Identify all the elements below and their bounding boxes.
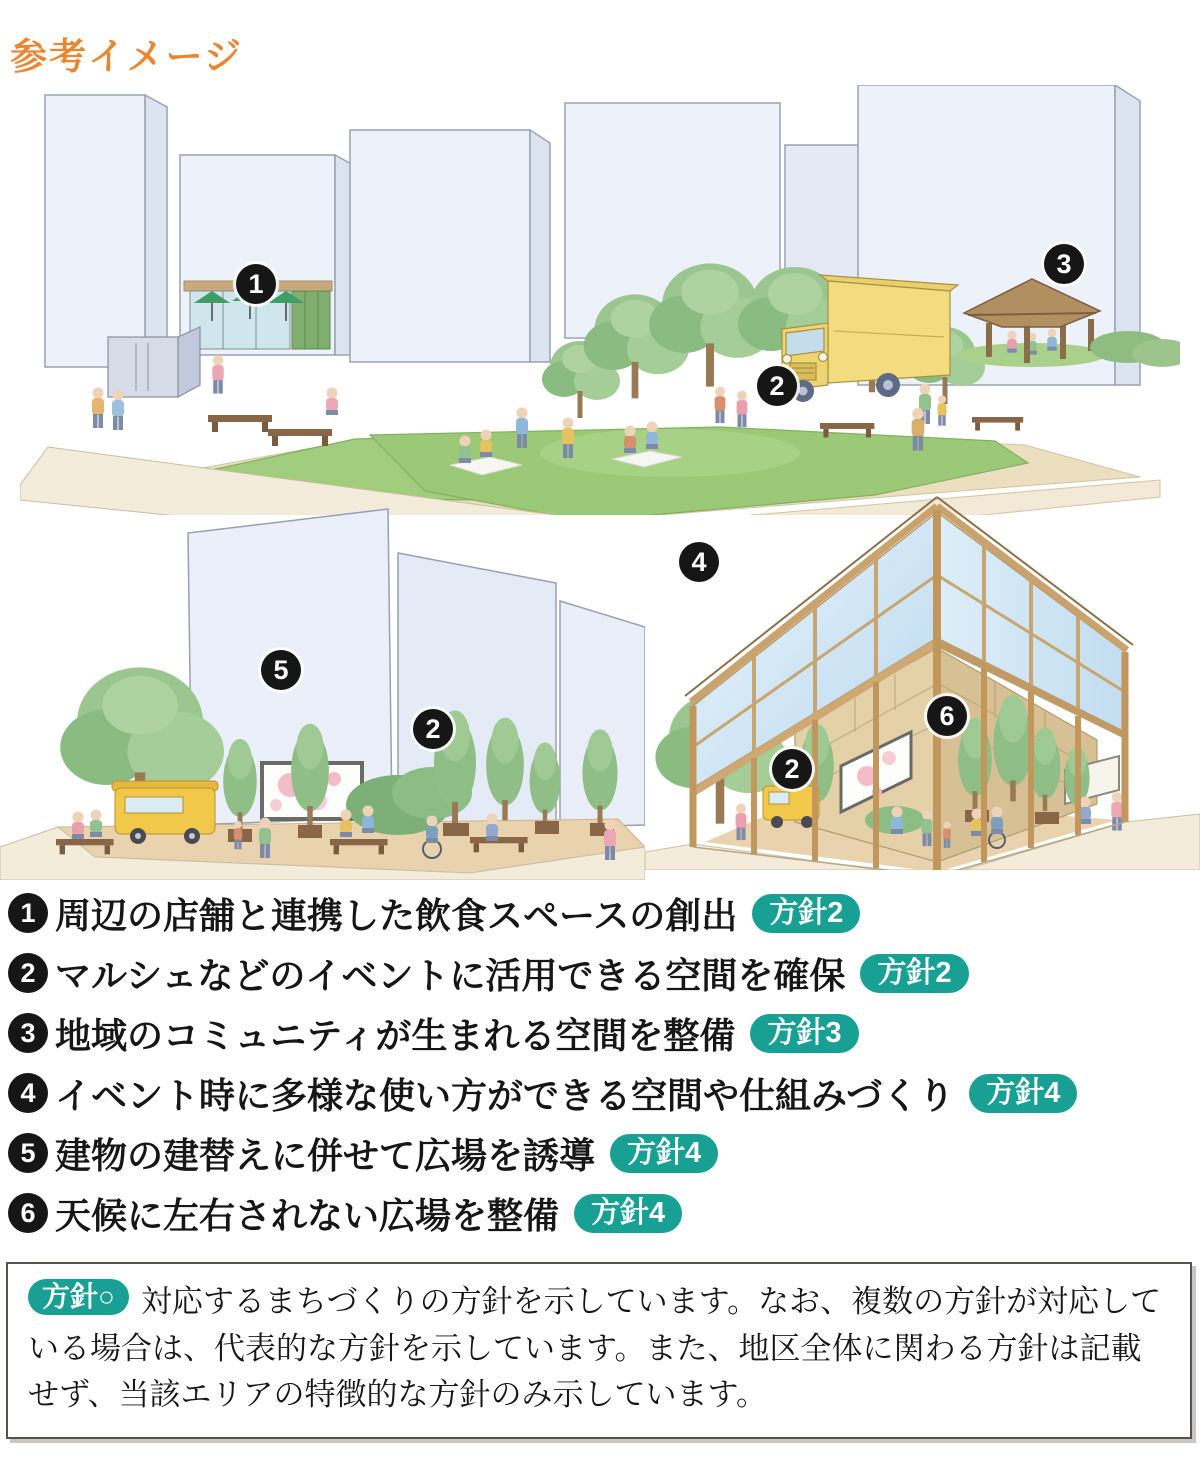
policy-note-text: 対応するまちづくりの方針を示しています。なお、複数の方針が対応している場合は、代表的な方針を示しています。また、地区全体に関わる方針は記載せず、当該エリアの特徴的な方針のみ示しています。 (28, 1284, 1162, 1412)
marker-3: 3 (1044, 244, 1084, 284)
legend-list (8, 890, 1077, 1236)
marker-2-left: 2 (413, 709, 453, 749)
marker-4: 4 (679, 542, 719, 582)
legend-item-4 (8, 1070, 1077, 1116)
bench (268, 429, 332, 446)
legend-text-2: マルシェなどのイベントに活用できる空間を確保 (55, 954, 846, 996)
legend-text-4: イベント時に多様な使い方ができる空間や仕組みづくり (55, 1074, 955, 1116)
legend-item-6 (8, 1190, 1077, 1236)
legend-number-5: 5 (8, 1133, 48, 1173)
bench (972, 417, 1023, 431)
legend-item-1 (8, 890, 1077, 936)
policy-badge-generic: 方針○ (28, 1279, 129, 1315)
illustration-corner-plaza (0, 495, 645, 880)
policy-note-box (6, 1262, 1192, 1439)
marker-5: 5 (261, 650, 301, 690)
policy-badge-2: 方針2 (860, 954, 968, 993)
marker-2-top: 2 (757, 366, 797, 406)
policy-badge-6: 方針4 (574, 1194, 682, 1233)
legend-number-1: 1 (8, 893, 48, 933)
policy-badge-3: 方針3 (750, 1014, 858, 1053)
legend-number-3: 3 (8, 1013, 48, 1053)
marker-1: 1 (236, 264, 276, 304)
legend-number-4: 4 (8, 1073, 48, 1113)
legend-text-5: 建物の建替えに併せて広場を誘導 (55, 1134, 596, 1176)
marker-6: 6 (927, 696, 967, 736)
legend-number-2: 2 (8, 953, 48, 993)
illustration-covered-plaza (645, 470, 1200, 870)
marker-2-right: 2 (772, 749, 812, 789)
legend-number-6: 6 (8, 1193, 48, 1233)
legend-text-1: 周辺の店舗と連携した飲食スペースの創出 (55, 894, 738, 936)
policy-badge-5: 方針4 (610, 1134, 718, 1173)
legend-item-3 (8, 1010, 1077, 1056)
illustration-park-plaza (20, 85, 1180, 515)
kiosk (108, 327, 200, 397)
legend-item-2 (8, 950, 1077, 996)
bench (208, 415, 272, 432)
policy-badge-4: 方針4 (969, 1074, 1077, 1113)
policy-badge-1: 方針2 (752, 894, 860, 933)
legend-text-6: 天候に左右されない広場を整備 (55, 1194, 560, 1236)
legend-text-3: 地域のコミュニティが生まれる空間を整備 (55, 1014, 736, 1056)
legend-item-5 (8, 1130, 1077, 1176)
page-title: 参考イメージ (10, 36, 243, 77)
